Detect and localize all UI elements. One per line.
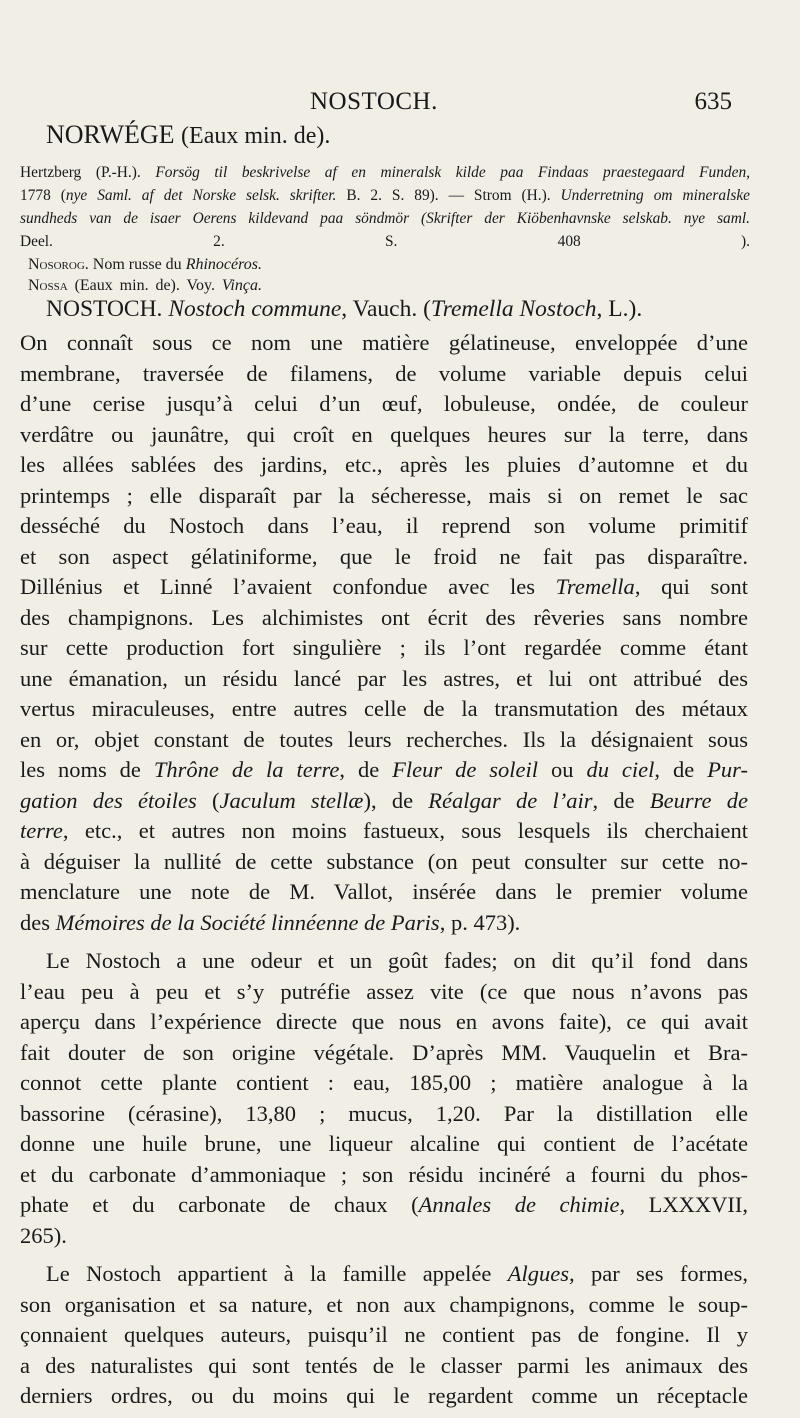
- line-italic: Mémoires de la Société linnéenne de Paris: [55, 909, 440, 935]
- line-text: une émanation, un résidu lancé par les astres, et lui ont attribué des: [20, 665, 748, 691]
- xref-name: Nossa: [28, 277, 68, 294]
- line-italic: Pur-: [707, 757, 748, 782]
- text-line: [20, 481, 748, 512]
- xref-text: Nom russe du: [88, 256, 186, 273]
- text-line: [20, 542, 748, 573]
- text-line: [20, 1221, 748, 1252]
- line-text: et du carbonate d’ammoniaque ; son résidu incinéré a fourni du phos-: [20, 1161, 748, 1187]
- line-text: fait douter de son origine végétale. D’après MM. Vauquelin et Bra-: [20, 1039, 748, 1065]
- text-line: [20, 946, 748, 977]
- text-line: [20, 786, 748, 817]
- text-line: [20, 1007, 748, 1038]
- bib-line: [20, 158, 750, 181]
- text-line: [20, 1320, 748, 1351]
- line-italic: du ciel: [586, 757, 655, 782]
- entry-head-synonym: Tremella Nostoch: [430, 296, 597, 322]
- line-text: printemps ; elle disparaît par la sécheresse, mais si on remet le sac: [20, 482, 748, 508]
- text-line: [20, 1351, 748, 1382]
- text-line: [20, 664, 748, 695]
- bib-text: Hertzberg (P.-H.).: [20, 164, 156, 181]
- entry-head-end: , L.).: [596, 296, 643, 322]
- text-line: [20, 572, 748, 603]
- line-text: , p. 473).: [439, 909, 521, 935]
- text-line: [20, 1290, 748, 1321]
- line-text: et son aspect gélatiniforme, que le froid ne fait pas disparaître.: [20, 543, 748, 569]
- line-text: d’une cerise jusqu’à celui d’un œuf, lobuleuse, ondée, de couleur: [20, 391, 748, 416]
- line-italic: Beurre de: [649, 787, 748, 813]
- line-text: , de: [654, 757, 708, 782]
- line-text: Le Nostoch a une odeur et un goût fades; on dit qu’il fond dans: [46, 948, 748, 973]
- bib-text: B. 2. S. 89). — Strom (H.).: [336, 187, 561, 204]
- line-text: les noms de: [20, 757, 154, 782]
- text-line: [20, 511, 748, 542]
- line-text: , qui sont: [634, 574, 748, 599]
- entry-title-norwege: [46, 120, 330, 150]
- line-text: Le Nostoch appartient à la famille appelée: [46, 1261, 508, 1286]
- xref-line: [28, 271, 262, 292]
- entry-head-author: , Vauch. (: [341, 296, 431, 322]
- text-line: [20, 1190, 748, 1221]
- text-line: [20, 1381, 748, 1412]
- entry-heading-nostoch: [46, 296, 642, 323]
- entry-head-name: NOSTOCH.: [46, 296, 163, 322]
- line-text: , de: [339, 757, 393, 782]
- xref-name: Nosorog.: [28, 256, 89, 273]
- line-text: (: [196, 787, 220, 813]
- text-line: [20, 1129, 748, 1160]
- line-text: par ses formes,: [574, 1261, 748, 1286]
- entry-title-qualifier: (Eaux min. de).: [181, 123, 331, 149]
- line-text: , LXXXVII,: [619, 1192, 749, 1217]
- line-text: à déguiser la nullité de cette substance (on peut consulter sur cette no-: [20, 848, 748, 874]
- line-italic: Fleur de soleil: [392, 757, 539, 782]
- line-text: aperçu dans l’expérience directe que nous en avons faite), ce qui avait: [20, 1009, 748, 1034]
- text-line: [20, 389, 748, 420]
- line-italic: Annales de chimie: [418, 1192, 620, 1217]
- line-text: donne une huile brune, une liqueur alcaline qui contient de l’acétate: [20, 1131, 748, 1156]
- line-text: menclature une note de M. Vallot, insérée dans le premier volume: [20, 879, 748, 904]
- text-line: [20, 755, 748, 786]
- line-text: 265).: [20, 1222, 67, 1248]
- bib-italic: nye Saml. af det Norske selsk. skrifter.: [65, 187, 337, 204]
- line-text: a des naturalistes qui sont tentés de le classer parmi les animaux des: [20, 1352, 748, 1378]
- bib-line: [20, 181, 750, 204]
- text-line: [20, 694, 748, 725]
- line-text: connot cette plante contient : eau, 185,00 ; matière analogue à la: [20, 1070, 748, 1095]
- line-text: ou: [538, 757, 587, 782]
- body-text: [20, 328, 748, 1412]
- line-text: On connaît sous ce nom une matière gélatineuse, enveloppée d’une: [20, 330, 748, 355]
- entry-head-species: Nostoch commune: [168, 296, 342, 322]
- line-text: des champignons. Les alchimistes ont écrit des rêveries sans nombre: [20, 604, 748, 630]
- text-line: [20, 877, 748, 908]
- line-italic: gation des étoiles: [20, 787, 197, 813]
- line-text: les allées sablées des jardins, etc., après les pluies d’automne et du: [20, 452, 748, 477]
- text-line: [20, 603, 748, 634]
- line-italic: Jaculum stellæ: [219, 787, 364, 813]
- line-italic: Réalgar de l’air: [428, 787, 593, 813]
- line-text: verdâtre ou jaunâtre, qui croît en quelques heures sur la terre, dans: [20, 421, 748, 447]
- line-text: vertus miraculeuses, entre autres celle de la transmutation des métaux: [20, 696, 748, 721]
- text-line: [20, 420, 748, 451]
- bib-line: [20, 227, 750, 250]
- line-text: phate et du carbonate de chaux (: [20, 1192, 419, 1217]
- text-line: [20, 908, 748, 939]
- line-text: en or, objet constant de toutes leurs recherches. Ils la désignaient sous: [20, 726, 748, 752]
- line-text: çonnaient quelques auteurs, puisqu’il ne contient pas de fongine. Il y: [20, 1322, 748, 1347]
- line-text: son organisation et sa nature, et non aux champignons, comme le soup-: [20, 1291, 748, 1317]
- line-text: ), de: [363, 787, 429, 813]
- text-line: [20, 1259, 748, 1290]
- bib-italic: sundheds van de isaer Oerens kildevand paa söndmör (Skrifter der Kiöbenhavnske selskab. nye saml.: [20, 210, 750, 227]
- line-italic: Thrône de la terre: [153, 757, 340, 782]
- paragraph-gap: [20, 938, 748, 946]
- text-line: [20, 1099, 748, 1130]
- xref-italic: Rhinocéros.: [185, 256, 262, 273]
- line-italic: Algues,: [507, 1261, 575, 1286]
- line-text: , etc., et autres non moins fastueux, sous lesquels ils cherchaient: [62, 818, 748, 843]
- bibliography: [20, 158, 750, 250]
- text-line: [20, 1038, 748, 1069]
- line-text: l’eau peu à peu et s’y putréfie assez vite (ce que nous n’avons pas: [20, 978, 748, 1004]
- xref-line: [28, 250, 262, 271]
- xref-text: (Eaux min. de). Voy.: [67, 277, 222, 294]
- text-line: [20, 725, 748, 756]
- text-line: [20, 1068, 748, 1099]
- line-text: derniers ordres, ou du moins qui le regardent comme un réceptacle: [20, 1383, 748, 1408]
- bib-italic: Underretning om mineralske: [560, 187, 750, 204]
- text-line: [20, 450, 748, 481]
- page-number: 635: [694, 88, 732, 115]
- line-text: desséché du Nostoch dans l’eau, il reprend son volume primitif: [20, 513, 748, 538]
- xref-italic: Vinça.: [221, 277, 262, 294]
- text-line: [20, 328, 748, 359]
- line-text: , de: [592, 787, 650, 813]
- cross-references: [28, 250, 262, 292]
- line-text: bassorine (cérasine), 13,80 ; mucus, 1,20. Par la distillation elle: [20, 1100, 748, 1126]
- text-line: [20, 977, 748, 1008]
- running-title: NOSTOCH.: [310, 88, 438, 115]
- paragraph-gap: [20, 1251, 748, 1259]
- text-line: [20, 847, 748, 878]
- text-line: [20, 1160, 748, 1191]
- bib-line: [20, 204, 750, 227]
- text-line: [20, 633, 748, 664]
- line-text: des: [20, 909, 56, 935]
- text-line: [20, 816, 748, 847]
- line-text: Dillénius et Linné l’avaient confondue avec les: [20, 574, 556, 599]
- bib-text: 1778 (: [20, 187, 66, 204]
- line-italic: Tremella: [555, 574, 635, 599]
- bib-italic: Forsög til beskrivelse af en mineralsk kilde paa Findaas praestegaard Funden,: [155, 164, 751, 181]
- entry-title-name: NORWÉGE: [46, 120, 175, 149]
- line-text: sur cette production fort singulière ; ils l’ont regardée comme étant: [20, 635, 748, 660]
- text-line: [20, 359, 748, 390]
- line-italic: terre: [20, 818, 63, 843]
- line-text: membrane, traversée de filamens, de volume variable depuis celui: [20, 360, 748, 386]
- bib-text: Deel. 2. S. 408 ).: [20, 233, 750, 250]
